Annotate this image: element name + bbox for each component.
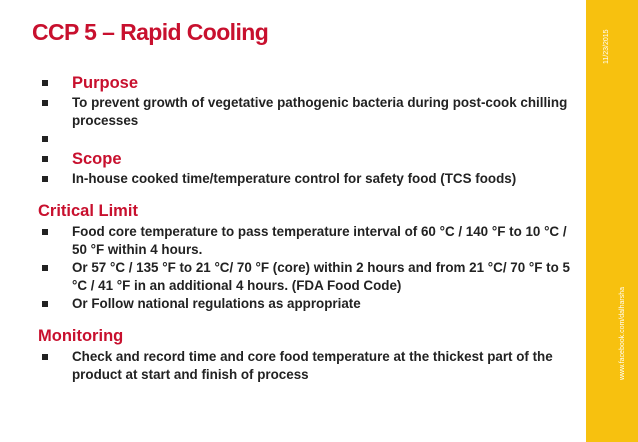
critical-item-text: Or Follow national regulations as appropriate bbox=[72, 296, 361, 311]
sidebar-accent-bar bbox=[586, 0, 638, 442]
square-bullet-icon bbox=[42, 354, 48, 360]
slide-title: CCP 5 – Rapid Cooling bbox=[32, 19, 269, 45]
square-bullet-icon bbox=[42, 80, 48, 86]
critical-item-text: Or 57 °C / 135 °F to 21 °C/ 70 °F (core) within 2 hours and from 21 °C/ 70 °F to 5 °C / 41 °F in an additional 4 hours. (FDA Food Code) bbox=[72, 260, 570, 293]
scope-heading-item bbox=[38, 148, 578, 170]
critical-limit-heading: Critical Limit bbox=[38, 202, 138, 220]
purpose-heading: Purpose bbox=[72, 74, 139, 92]
critical-item-3 bbox=[38, 295, 578, 313]
scope-text: In-house cooked time/temperature control for safety food (TCS foods) bbox=[72, 171, 517, 186]
critical-item-2 bbox=[38, 259, 578, 295]
monitoring-item bbox=[38, 348, 578, 384]
square-bullet-icon bbox=[42, 136, 48, 142]
scope-text-item bbox=[38, 170, 578, 188]
square-bullet-icon bbox=[42, 265, 48, 271]
scope-heading: Scope bbox=[72, 150, 122, 168]
square-bullet-icon bbox=[42, 156, 48, 162]
purpose-heading-item bbox=[38, 72, 578, 94]
square-bullet-icon bbox=[42, 229, 48, 235]
empty-bullet-item bbox=[38, 130, 578, 148]
slide-content bbox=[38, 72, 578, 384]
facebook-url: www.facebook.com/dalharsha bbox=[619, 287, 626, 380]
purpose-text: To prevent growth of vegetative pathogenic bacteria during post-cook chilling processes bbox=[72, 95, 568, 128]
critical-item-text: Food core temperature to pass temperature interval of 60 °C / 140 °F to 10 °C / 50 °F within 4 hours. bbox=[72, 224, 567, 257]
square-bullet-icon bbox=[42, 176, 48, 182]
critical-item-1 bbox=[38, 223, 578, 259]
square-bullet-icon bbox=[42, 100, 48, 106]
slide-date: 11/23/2015 bbox=[603, 29, 610, 64]
purpose-text-item bbox=[38, 94, 578, 130]
monitoring-heading: Monitoring bbox=[38, 327, 124, 345]
monitoring-text: Check and record time and core food temperature at the thickest part of the product at start and finish of process bbox=[72, 349, 553, 382]
square-bullet-icon bbox=[42, 301, 48, 307]
